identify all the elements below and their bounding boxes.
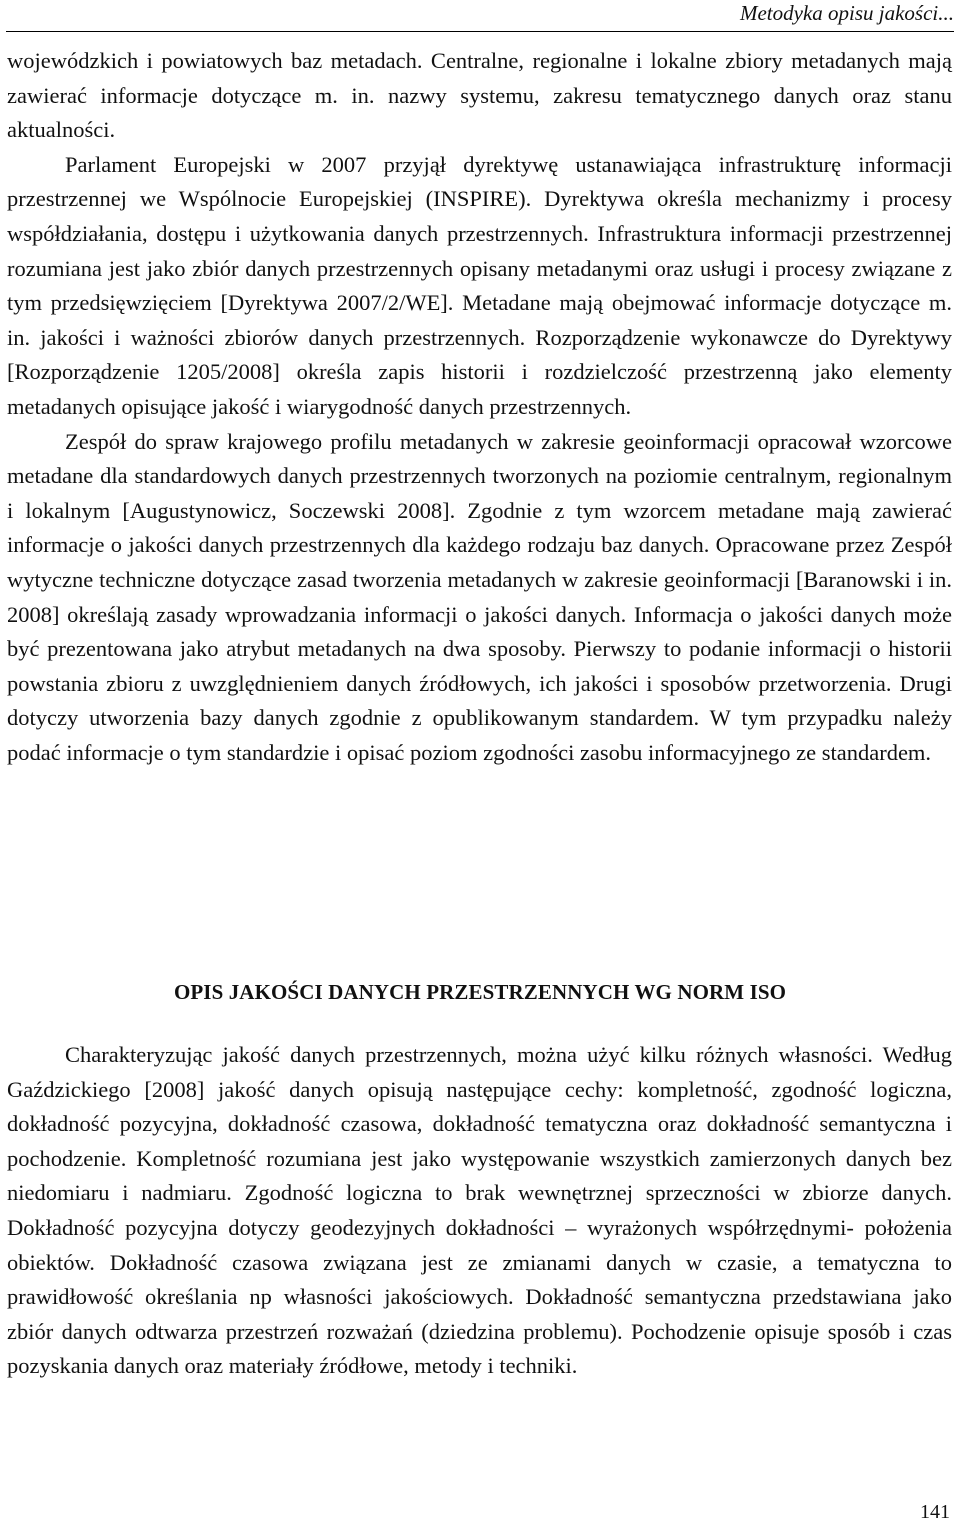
running-header: Metodyka opisu jakości... [739,1,954,25]
section-heading: OPIS JAKOŚCI DANYCH PRZESTRZENNYCH WG NORM ISO [173,980,787,1004]
paragraph-3: Zespół do spraw krajowego profilu metadanych w zakresie geoinformacji opracował wzorcowe metadane dla standardowych danych przestrzennych tworzonych na poziomie centralnym, regionalnym i lokalnym [Augustynowicz, Soczewski 2008]. Zgodnie z tym wzorcem metadane mają zawierać informacje o jakości danych przestrzennych dla każdego rodzaju baz danych. Opracowane przez Zespół wytyczne techniczne dotyczące zasad tworzenia metadanych w zakresie geoinformacji [Baranowski i in. 2008] określają zasady wprowadzania informacji o jakości danych. Informacja o jakości danych może być prezentowana jako atrybut metadanych na dwa sposoby. Pierwszy to podanie informacji o historii powstania zbioru z uwzględnieniem danych źródłowych, ich jakości i sposobów przetworzenia. Drugi dotyczy utworzenia bazy danych zgodnie z opublikowanym standardem. W tym przypadku należy podać informacje o tym standardzie i opisać poziom zgodności zasobu informacyjnego ze standardem. [7,428,952,765]
paragraph-4: Charakteryzując jakość danych przestrzennych, można użyć kilku różnych własności. Według Gaździckiego [2008] jakość danych opisują następujące cechy: kompletność, zgodność logiczna, dokładność pozycyjna, dokładność czasowa, dokładność tematyczna oraz dokładność semantyczna i pochodzenie. Kompletność rozumiana jest jako występowanie wszystkich zamierzonych danych bez niedomiaru i nadmiaru. Zgodność logiczna to brak wewnętrznej sprzeczności w zbiorze danych. Dokładność pozycyjna dotyczy geodezyjnych dokładności – wyrażonych współrzędnymi- położenia obiektów. Dokładność czasowa związana jest ze zmianami danych w czasie, a tematyczna to prawidłowość określania np własności jakościowych. Dokładność semantyczna przedstawiana jako zbiór danych odtwarza przestrzeń rozważań (dziedzina problemu). Pochodzenie opisuje sposób i czas pozyskania danych oraz materiały źródłowe, metody i techniki. [7,1042,952,1379]
page-number: 141 [920,1501,950,1523]
paragraph-2: Parlament Europejski w 2007 przyjął dyrektywę ustanawiająca infrastrukturę informacji przestrzennej we Wspólnocie Europejskiej (INSPIRE). Dyrektywa określa mechanizmy i procesy współdziałania, dostępu i użytkowania danych przestrzennych. Infrastruktura informacji przestrzennej rozumiana jest jako zbiór danych przestrzennych opisany metadanymi oraz usługi i procesy związane z tym przedsięwzięciem [Dyrektywa 2007/2/WE]. Metadane mają obejmować informacje dotyczące m. in. jakości i ważności zbiorów danych przestrzennych. Rozporządzenie wykonawcze do Dyrektywy [Rozporządzenie 1205/2008] określa zapis historii i rozdzielczość przestrzenną jako elementy metadanych opisujące jakość i wiarygodność danych przestrzennych. [7,151,952,419]
header-rule [6,31,954,32]
body-text-bottom [7,1038,952,1384]
paragraph-1: wojewódzkich i powiatowych baz metadach. Centralne, regionalne i lokalne zbiory metadanych mają zawierać informacje dotyczące m. in. nazwy systemu, zakresu tematycznego danych oraz stanu aktualności. [7,48,952,143]
body-text-top [7,44,952,770]
